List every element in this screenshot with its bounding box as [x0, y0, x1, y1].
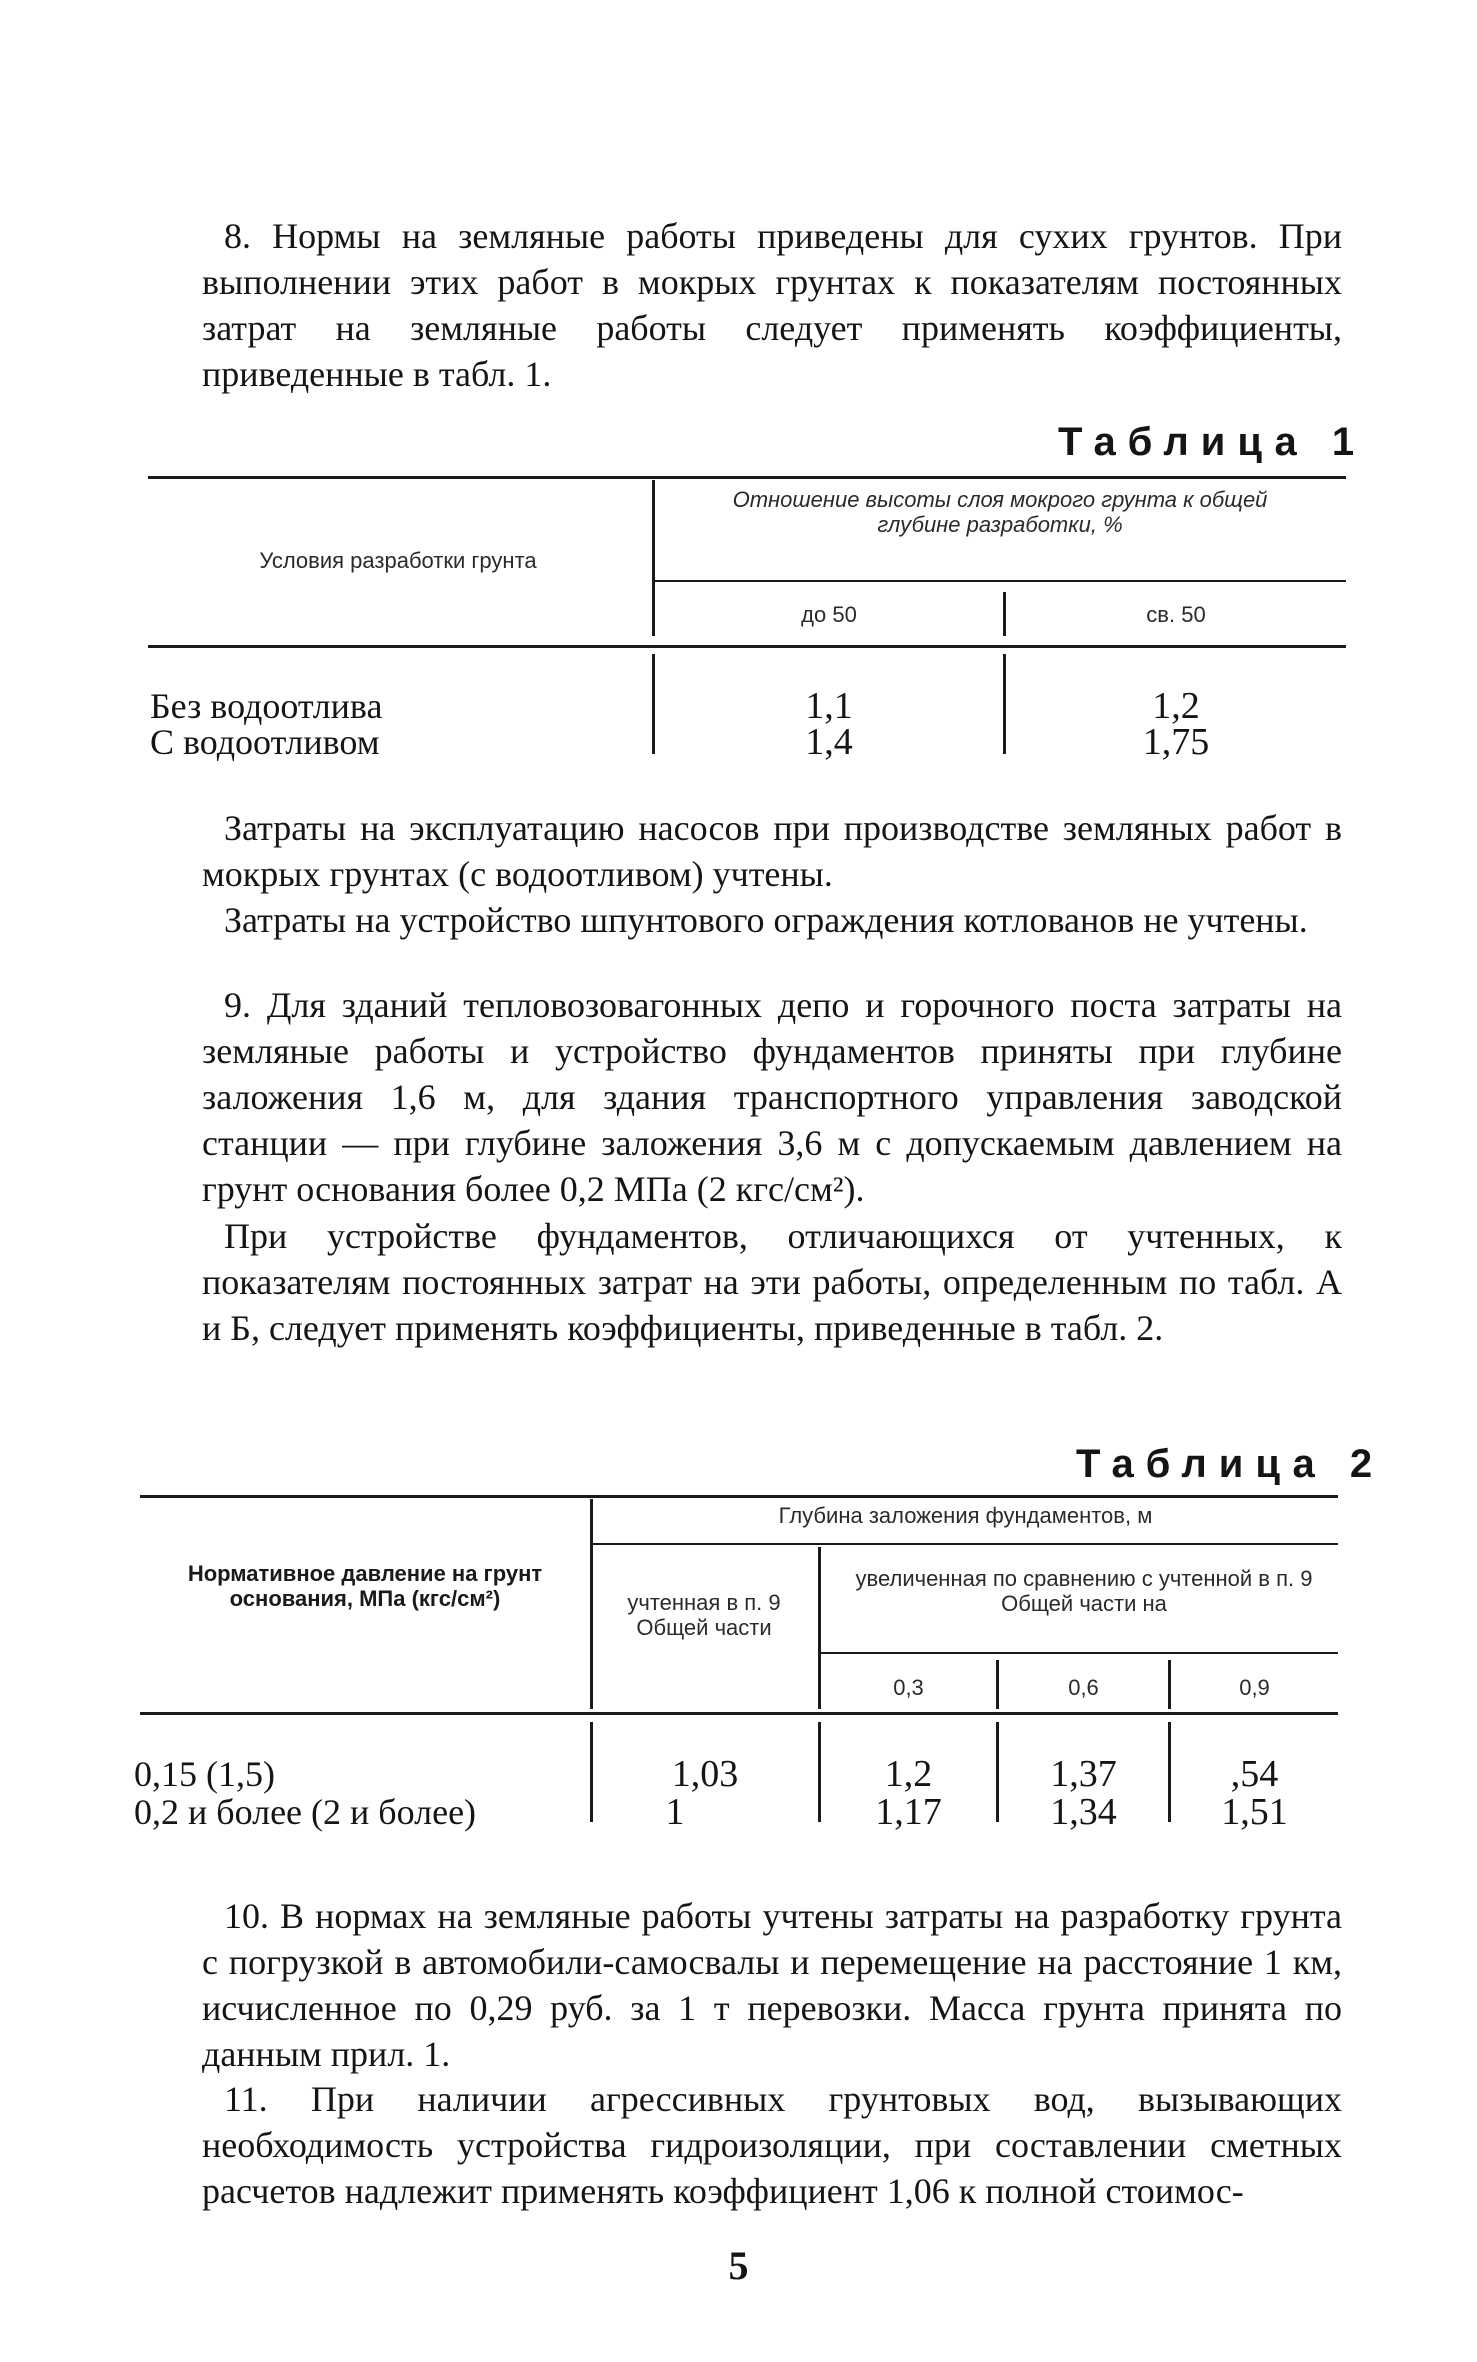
table2-row-label: 0,2 и более (2 и более) — [134, 1792, 477, 1832]
paragraph-10: 10. В нормах на земляные работы учтены затраты на разработку грунта с погрузкой в автомобили-самосвалы и перемещение на расстояние 1 км, исчисленное по 0,29 руб. за 1 т перевозки. Масса грунта принята по данным прил. 1. — [202, 1896, 1342, 2074]
table1-cell-over: 1,75 — [1142, 721, 1210, 763]
table2-increased-rule — [821, 1652, 1338, 1654]
table1-subheader-rule — [655, 580, 1346, 582]
table2-header-inc-06: 0,6 — [1068, 1675, 1099, 1700]
table2-row-label: 0,15 (1,5) — [134, 1754, 275, 1794]
table2-header-inc-09: 0,9 — [1239, 1675, 1270, 1700]
table2-header-counted: учтенная в п. 9 Общей части — [627, 1590, 781, 1640]
paragraph-9b: При устройстве фундаментов, отличающихся от учтенных, к показателям постоянных затрат на эти работы, определенным по табл. А и Б, следует применять коэффициенты, приведенные в табл. 2. — [202, 1216, 1342, 1348]
table1-cell-upto: 1,1 — [805, 685, 853, 727]
table2-cell-counted: 1 — [665, 1791, 685, 1833]
table2-header-pressure: Нормативное давление на грунт основания, МПа (кгс/см²) — [187, 1561, 543, 1611]
table2-top-rule — [140, 1495, 1338, 1498]
paragraph-pumps: Затраты на эксплуатацию насосов при производстве земляных работ в мокрых грунтах (с водоотливом) учтены. — [202, 808, 1342, 894]
table2-cell-06: 1,37 — [1050, 1753, 1117, 1795]
table2-cell-06: 1,34 — [1050, 1791, 1117, 1833]
table1-cell-upto: 1,4 — [805, 721, 853, 763]
table2-cell-09: ,54 — [1230, 1753, 1279, 1795]
table1-header-ratio: Отношение высоты слоя мокрого грунта к общей глубине разработки, % — [732, 487, 1268, 537]
table2-cell-09: 1,51 — [1221, 1791, 1288, 1833]
table2-header-depth: Глубина заложения фундаментов, м — [778, 1503, 1153, 1528]
table1-header-upto: до 50 — [801, 602, 857, 627]
table1-header-over: св. 50 — [1146, 602, 1206, 627]
table2-cell-03: 1,2 — [884, 1753, 933, 1795]
paragraph-11: 11. При наличии агрессивных грунтовых вод, вызывающих необходимость устройства гидроизоляции, при составлении сметных расчетов надлежит применять коэффициент 1,06 к полной стоимос- — [202, 2079, 1342, 2211]
table2-header-inc-03: 0,3 — [893, 1675, 924, 1700]
table1-caption: Таблица 1 — [1058, 420, 1367, 464]
table1-header-condition: Условия разработки грунта — [259, 548, 537, 573]
table2-header-bottom-rule — [140, 1712, 1338, 1715]
paragraph-9: 9. Для зданий тепловозовагонных депо и горочного поста затраты на земляные работы и устройство фундаментов приняты при глубине заложения 1,6 м, для здания транспортного управления заводской станции — при глубине заложения 3,6 м с допускаемым давлением на грунт основания более 0,2 МПа (2 кгс/см²). — [202, 985, 1342, 1209]
page-number: 5 — [728, 2243, 749, 2288]
table1-row-label: Без водоотлива — [150, 686, 383, 726]
table1-cell-over: 1,2 — [1152, 685, 1200, 727]
table2-depth-rule — [593, 1543, 1338, 1545]
table1-top-rule — [148, 476, 1346, 479]
table2-cell-counted: 1,03 — [671, 1753, 739, 1795]
table2-cell-03: 1,17 — [875, 1791, 942, 1833]
table1-row-label: С водоотливом — [150, 722, 380, 762]
paragraph-sheet-piling: Затраты на устройство шпунтового ограждения котлованов не учтены. — [224, 900, 1308, 940]
table2-header-increased: увеличенная по сравнению с учтенной в п. 9 Общей части на — [855, 1566, 1313, 1616]
table1-header-bottom-rule — [148, 645, 1346, 648]
paragraph-8: 8. Нормы на земляные работы приведены для сухих грунтов. При выполнении этих работ в мокрых грунтах к показателям постоянных затрат на земляные работы следует применять коэффициенты, приведенные в табл. 1. — [202, 216, 1342, 394]
table2-caption: Таблица 2 — [1076, 1442, 1385, 1486]
